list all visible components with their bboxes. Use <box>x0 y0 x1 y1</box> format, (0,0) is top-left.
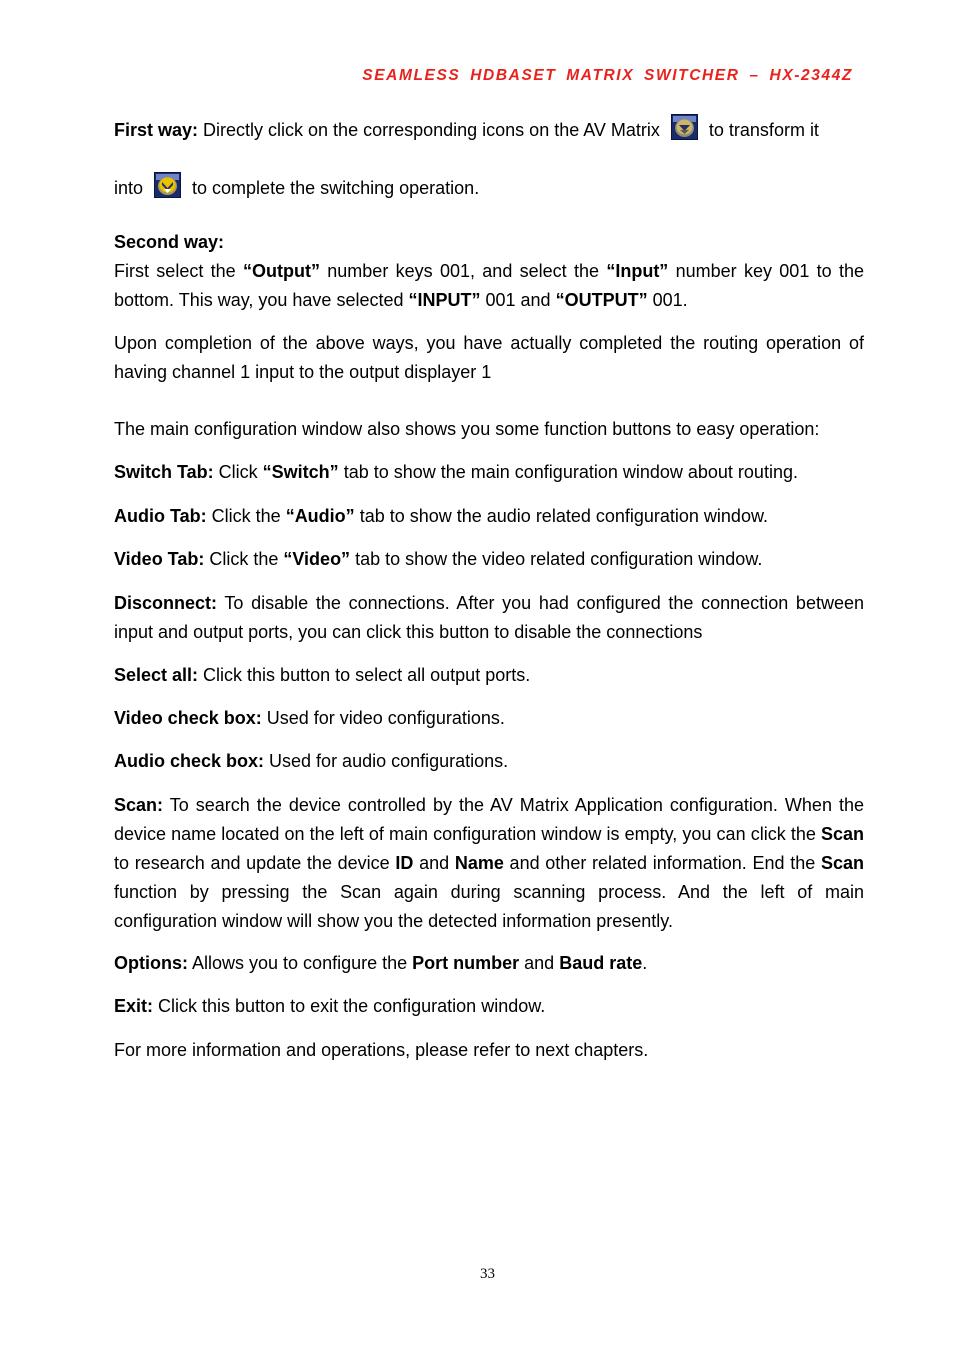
second-way-paragraph <box>114 257 864 315</box>
disconnect-paragraph <box>114 589 864 647</box>
switch-tab-text-2: tab to show the main configuration window about routing. <box>338 462 798 482</box>
second-way-label: Second way: <box>114 232 225 252</box>
scan-text-2: to research and update the device <box>114 853 396 873</box>
matrix-unselected-icon <box>671 114 698 140</box>
video-tab-name: “Video” <box>283 549 351 569</box>
first-way-text-1: Directly click on the corresponding icons on the AV Matrix <box>198 120 665 140</box>
disconnect-text: To disable the connections. After you had configured the connection between input and output ports, you can click this button to disable the connections <box>114 593 864 642</box>
scan-text-5: function by pressing the Scan again during scanning process. And the left of main configuration window will show you the detected information presently. <box>114 882 864 931</box>
scan-text-3: and <box>413 853 455 873</box>
video-tab-label: Video Tab: <box>114 549 205 569</box>
second-way-output-term: “OUTPUT” <box>555 290 648 310</box>
scan-term-name: Name <box>454 853 504 873</box>
completion-paragraph: Upon completion of the above ways, you have actually completed the routing operation of having channel 1 input to the output displayer 1 <box>114 333 864 382</box>
exit-label: Exit: <box>114 996 154 1016</box>
video-tab-paragraph <box>114 545 864 574</box>
switch-tab-name: “Switch” <box>262 462 339 482</box>
options-port-number: Port number <box>412 953 520 973</box>
second-way-heading <box>114 228 864 257</box>
more-info-paragraph: For more information and operations, please refer to next chapters. <box>114 1040 649 1060</box>
first-way-text-4: to complete the switching operation. <box>187 178 480 198</box>
audio-tab-label: Audio Tab: <box>114 506 207 526</box>
audio-tab-name: “Audio” <box>285 506 355 526</box>
video-check-paragraph <box>114 704 864 733</box>
select-all-text: Click this button to select all output ports. <box>198 665 531 685</box>
options-text-3: . <box>642 953 648 973</box>
scan-text-1: To search the device controlled by the AV Matrix Application configuration. When the device name located on the left of main configuration window is empty, you can click the <box>114 795 864 844</box>
second-way-text-4: 001 and <box>480 290 556 310</box>
exit-paragraph <box>114 992 864 1021</box>
second-way-text-1: First select the <box>114 261 243 281</box>
first-way-label: First way: <box>114 120 199 140</box>
video-tab-text-1: Click the <box>204 549 284 569</box>
scan-label: Scan: <box>114 795 164 815</box>
second-way-input-key: “Input” <box>606 261 669 281</box>
scan-paragraph <box>114 791 864 936</box>
switch-tab-paragraph <box>114 458 864 487</box>
switch-tab-text-1: Click <box>213 462 263 482</box>
select-all-paragraph <box>114 661 864 690</box>
audio-tab-paragraph <box>114 502 864 531</box>
scan-term-1: Scan <box>820 824 864 844</box>
audio-check-paragraph <box>114 747 864 776</box>
first-way-text-3: into <box>114 178 149 198</box>
second-way-text-2: number keys 001, and select the <box>319 261 607 281</box>
switch-tab-label: Switch Tab: <box>114 462 214 482</box>
audio-tab-text-1: Click the <box>206 506 286 526</box>
audio-check-label: Audio check box: <box>114 751 265 771</box>
page-number: 33 <box>480 1266 495 1282</box>
running-header: SEAMLESS HDBASET MATRIX SWITCHER – HX-2344Z <box>362 67 853 84</box>
second-way-output-key: “Output” <box>242 261 320 281</box>
matrix-selected-icon <box>154 172 181 198</box>
disconnect-label: Disconnect: <box>114 593 218 613</box>
intro-paragraph: The main configuration window also shows you some function buttons to easy operation: <box>114 419 820 439</box>
exit-text: Click this button to exit the configuration window. <box>153 996 546 1016</box>
options-baud-rate: Baud rate <box>559 953 643 973</box>
first-way-text-2: to transform it <box>703 120 819 140</box>
scan-term-2: Scan <box>820 853 864 873</box>
options-paragraph <box>114 949 864 978</box>
video-tab-text-2: tab to show the video related configuration window. <box>350 549 763 569</box>
first-way-line-1 <box>114 114 864 145</box>
scan-term-id: ID <box>395 853 414 873</box>
second-way-text-5: 001. <box>647 290 688 310</box>
scan-text-4: and other related information. End the <box>503 853 821 873</box>
audio-check-text: Used for audio configurations. <box>264 751 509 771</box>
video-check-label: Video check box: <box>114 708 262 728</box>
options-label: Options: <box>114 953 188 973</box>
first-way-line-2 <box>114 172 864 203</box>
video-check-text: Used for video configurations. <box>261 708 505 728</box>
select-all-label: Select all: <box>114 665 199 685</box>
audio-tab-text-2: tab to show the audio related configuration window. <box>354 506 768 526</box>
second-way-input-term: “INPUT” <box>408 290 481 310</box>
second-way-text-3: number key 001 to the bottom. This way, you have selected <box>114 261 864 310</box>
options-text-2: and <box>519 953 560 973</box>
options-text-1: Allows you to configure the <box>188 953 413 973</box>
